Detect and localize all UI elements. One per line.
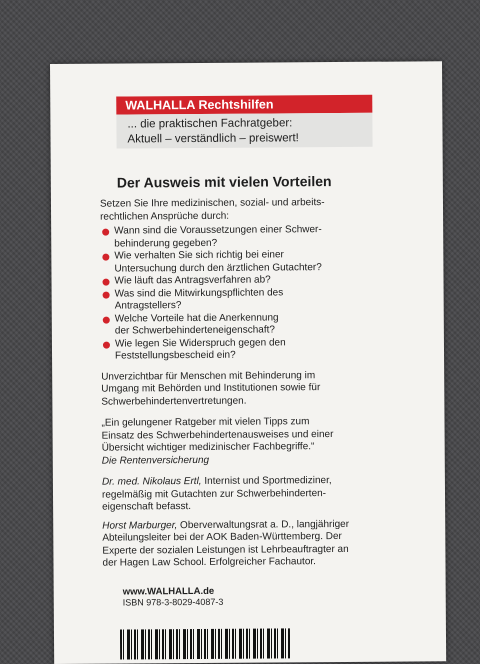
author-role: Oberverwaltungsrat a. D., langjähriger	[177, 518, 350, 531]
tagline-line: ... die praktischen Fachratgeber:	[127, 117, 293, 131]
quote-line: Übersicht wichtiger medizinischer Fachbegriffe.“	[101, 441, 315, 454]
question-line: Feststellungsbescheid ein?	[115, 349, 236, 362]
blurb	[100, 196, 428, 570]
intro-line: rechtlichen Ansprüche durch:	[100, 210, 230, 223]
cover-title: Der Ausweis mit vielen Vorteilen	[116, 173, 332, 191]
publisher-url: www.WALHALLA.de	[122, 585, 215, 598]
essential-line: Unverzichtbar für Menschen mit Behinderung im	[101, 369, 316, 383]
question-line: Wie läuft das Antragsverfahren ab?	[114, 274, 271, 287]
author-name: Horst Marburger,	[102, 519, 178, 532]
question-item	[101, 311, 426, 338]
author-line: Abteilungsleiter bei der AOK Baden-Württemberg. Der	[102, 530, 342, 544]
question-line: Wie verhalten Sie sich richtig bei einer	[114, 249, 284, 262]
quote-line: Einsatz des Schwerbehindertenausweises und einer	[101, 428, 334, 442]
question-line: Untersuchung durch den ärztlichen Gutachter?	[114, 261, 322, 275]
intro-text	[100, 196, 425, 223]
isbn-text: ISBN 978-3-8029-4087-3	[122, 596, 224, 608]
intro-line: Setzen Sie Ihre medizinischen, sozial- und arbeits-	[99, 197, 325, 210]
barcode-icon	[120, 628, 290, 659]
essential-line: Umgang mit Behörden und Institutionen sowie für	[101, 382, 321, 395]
question-item	[101, 336, 426, 363]
author-bio-marburger	[102, 518, 427, 570]
essential-text	[101, 369, 426, 409]
question-item	[100, 248, 425, 275]
tagline-line: Aktuell – verständlich – preiswert!	[127, 132, 299, 146]
author-line: der Hagen Law School. Erfolgreicher Fachautor.	[102, 556, 316, 569]
bullet-dot-icon	[102, 254, 109, 261]
book-back-cover	[50, 61, 446, 664]
author-name: Dr. med. Nikolaus Ertl,	[101, 475, 202, 488]
bullet-dot-icon	[103, 316, 110, 323]
brand-banner: WALHALLA Rechtshilfen	[116, 95, 372, 115]
question-line: Was sind die Mitwirkungspflichten des	[114, 286, 284, 300]
author-line: regelmäßig mit Gutachten zur Schwerbehinderten-	[101, 487, 327, 501]
bullet-dot-icon	[102, 229, 109, 236]
quote-line: „Ein gelungener Ratgeber mit vielen Tipps zum	[101, 416, 310, 429]
question-line: Wann sind die Voraussetzungen einer Schwer-	[114, 224, 322, 237]
question-line: Welche Vorteile hat die Anerkennung	[114, 311, 279, 325]
question-line: Antragstellers?	[114, 300, 182, 312]
question-item	[100, 223, 425, 250]
quote-source: Die Rentenversicherung	[101, 454, 210, 467]
bullet-dot-icon	[103, 341, 110, 348]
tagline-box	[116, 113, 372, 149]
author-line: Experte der sozialen Leistungen ist Lehrbeauftragter an	[102, 543, 349, 557]
author-line: eigenschaft befasst.	[102, 501, 192, 513]
question-item	[101, 286, 426, 313]
author-role: Internist und Sportmediziner,	[201, 475, 332, 487]
author-bio-ertl	[102, 474, 427, 514]
question-list	[100, 223, 426, 363]
question-line: der Schwerbehinderteneigenschaft?	[114, 324, 276, 337]
bullet-dot-icon	[102, 279, 109, 286]
essential-line: Schwerbehindertenvertretungen.	[101, 395, 247, 408]
question-line: Wie legen Sie Widerspruch gegen den	[114, 336, 286, 350]
bullet-dot-icon	[103, 291, 110, 298]
question-line: behinderung gegeben?	[114, 237, 218, 250]
review-quote	[101, 415, 426, 467]
publisher-footer	[123, 586, 224, 609]
